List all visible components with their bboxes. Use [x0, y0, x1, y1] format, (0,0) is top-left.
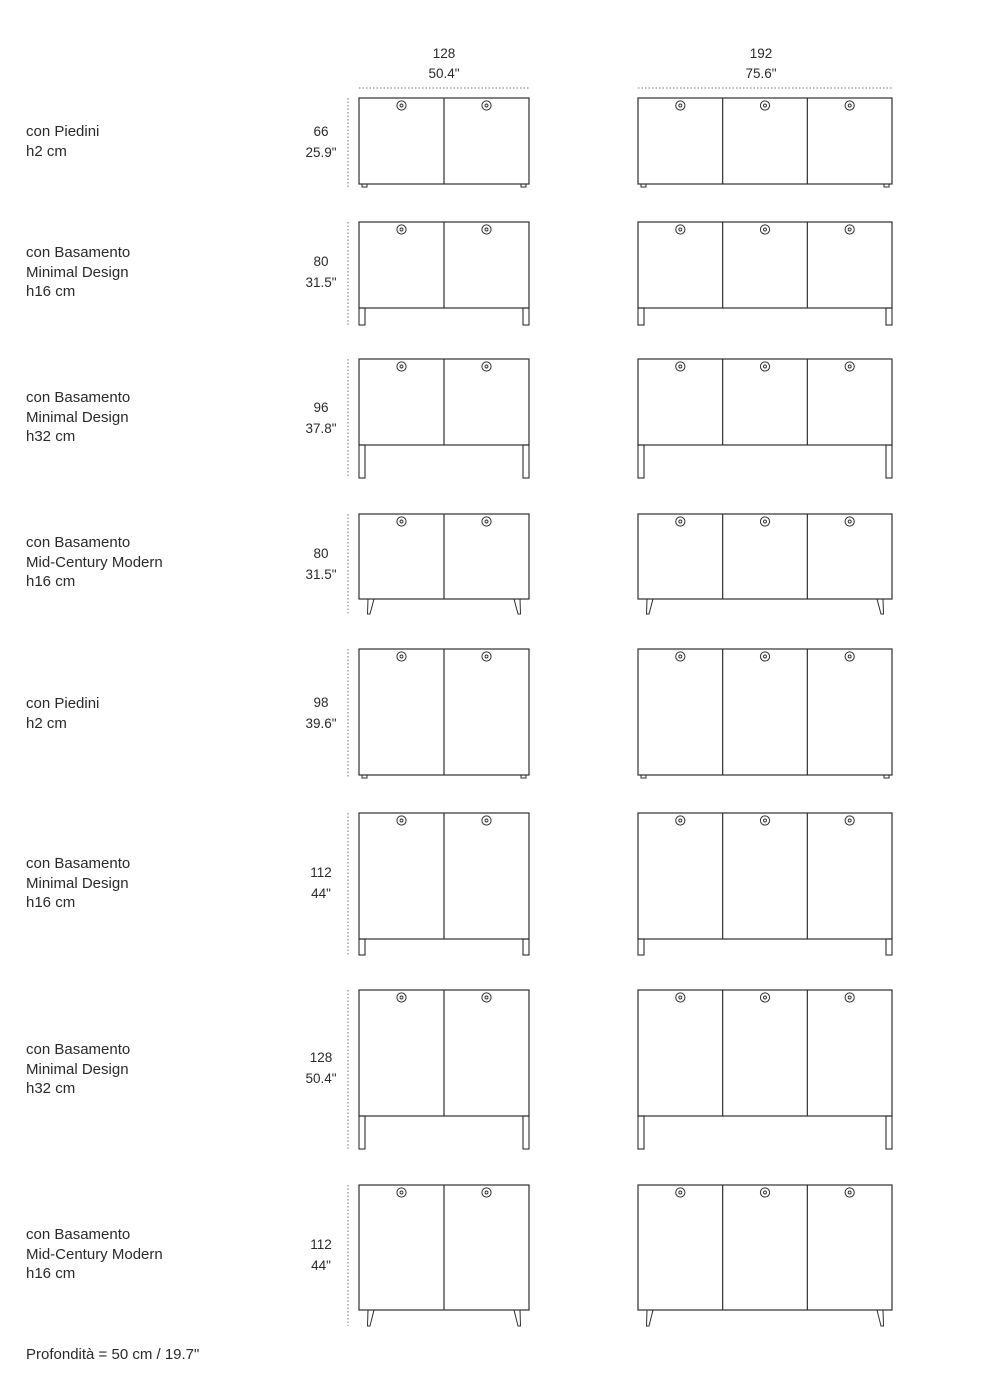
- knob-icon: [845, 652, 854, 661]
- cabinet-body: [638, 649, 892, 775]
- leg-right: [514, 599, 521, 614]
- knob-center: [679, 819, 682, 822]
- leg-left: [638, 308, 644, 325]
- foot-right: [521, 775, 526, 778]
- knob-center: [848, 996, 851, 999]
- knob-icon: [482, 101, 491, 110]
- row-label: con Piedini h2 cm: [26, 123, 100, 160]
- knob-icon: [676, 101, 685, 110]
- width-cm: 128: [432, 46, 456, 61]
- foot-left: [641, 184, 646, 187]
- knob-icon: [482, 517, 491, 526]
- cabinet-body: [638, 1185, 892, 1310]
- leg-left: [359, 1116, 365, 1149]
- knob-center: [848, 520, 851, 523]
- knob-icon: [676, 362, 685, 371]
- knob-icon: [397, 993, 406, 1002]
- leg-right: [514, 1310, 521, 1326]
- leg-right: [877, 599, 884, 614]
- knob-center: [679, 365, 682, 368]
- knob-icon: [397, 652, 406, 661]
- width-inch: 75.6": [745, 66, 777, 81]
- leg-left: [647, 1310, 654, 1326]
- knob-icon: [397, 517, 406, 526]
- knob-center: [485, 104, 488, 107]
- knob-center: [679, 996, 682, 999]
- knob-icon: [397, 225, 406, 234]
- knob-icon: [676, 993, 685, 1002]
- knob-center: [400, 520, 403, 523]
- knob-icon: [676, 517, 685, 526]
- depth-note: Profondità = 50 cm / 19.7": [26, 1346, 200, 1363]
- knob-center: [679, 228, 682, 231]
- leg-left: [359, 939, 365, 955]
- knob-icon: [845, 362, 854, 371]
- knob-icon: [845, 517, 854, 526]
- knob-icon: [676, 816, 685, 825]
- knob-icon: [397, 1188, 406, 1197]
- knob-center: [400, 819, 403, 822]
- leg-left: [638, 445, 644, 478]
- knob-icon: [845, 1188, 854, 1197]
- row-label: con Basamento Minimal Design h32 cm: [26, 1041, 131, 1097]
- knob-center: [485, 996, 488, 999]
- row-label: con Basamento Mid-Century Modern h16 cm: [26, 534, 163, 590]
- knob-center: [679, 104, 682, 107]
- foot-right: [521, 184, 526, 187]
- knob-icon: [760, 362, 769, 371]
- knob-icon: [482, 652, 491, 661]
- knob-icon: [760, 816, 769, 825]
- row-label: con Basamento Minimal Design h16 cm: [26, 244, 131, 300]
- leg-left: [647, 599, 654, 614]
- row-label: con Piedini h2 cm: [26, 695, 100, 732]
- knob-icon: [482, 816, 491, 825]
- knob-icon: [845, 816, 854, 825]
- height-dimension: 112 44": [310, 1237, 332, 1273]
- leg-left: [638, 1116, 644, 1149]
- foot-right: [884, 184, 889, 187]
- leg-right: [523, 308, 529, 325]
- knob-icon: [845, 225, 854, 234]
- knob-icon: [845, 993, 854, 1002]
- knob-icon: [482, 993, 491, 1002]
- knob-center: [764, 104, 767, 107]
- leg-right: [886, 1116, 892, 1149]
- knob-icon: [397, 101, 406, 110]
- knob-icon: [760, 652, 769, 661]
- height-dimension: 98 39.6": [305, 695, 337, 731]
- knob-icon: [845, 101, 854, 110]
- leg-right: [877, 1310, 884, 1326]
- foot-right: [884, 775, 889, 778]
- leg-right: [523, 445, 529, 478]
- knob-center: [848, 104, 851, 107]
- knob-center: [400, 228, 403, 231]
- height-dimension: 80 31.5": [305, 254, 337, 290]
- row-label: con Basamento Minimal Design h32 cm: [26, 389, 131, 445]
- knob-center: [400, 655, 403, 658]
- knob-center: [764, 520, 767, 523]
- leg-right: [523, 939, 529, 955]
- knob-center: [485, 655, 488, 658]
- knob-center: [848, 1191, 851, 1194]
- knob-icon: [676, 652, 685, 661]
- knob-icon: [760, 225, 769, 234]
- foot-left: [641, 775, 646, 778]
- knob-icon: [482, 362, 491, 371]
- width-inch: 50.4": [428, 66, 460, 81]
- leg-left: [638, 939, 644, 955]
- knob-icon: [397, 816, 406, 825]
- knob-center: [400, 996, 403, 999]
- cabinet-body: [638, 813, 892, 939]
- cabinet-body: [638, 222, 892, 308]
- cabinet-body: [638, 359, 892, 445]
- knob-center: [485, 819, 488, 822]
- knob-center: [764, 655, 767, 658]
- knob-center: [400, 365, 403, 368]
- leg-right: [886, 939, 892, 955]
- cabinet-body: [638, 514, 892, 599]
- knob-center: [400, 1191, 403, 1194]
- row-label: con Basamento Minimal Design h16 cm: [26, 855, 131, 911]
- knob-center: [848, 655, 851, 658]
- knob-icon: [676, 1188, 685, 1197]
- knob-center: [764, 365, 767, 368]
- knob-center: [485, 520, 488, 523]
- width-cm: 192: [749, 46, 773, 61]
- knob-center: [848, 819, 851, 822]
- leg-right: [886, 445, 892, 478]
- knob-icon: [482, 225, 491, 234]
- row-label: con Basamento Mid-Century Modern h16 cm: [26, 1226, 163, 1282]
- leg-right: [523, 1116, 529, 1149]
- knob-center: [848, 228, 851, 231]
- knob-center: [400, 104, 403, 107]
- height-dimension: 128 50.4": [305, 1050, 337, 1086]
- knob-center: [764, 996, 767, 999]
- knob-icon: [760, 517, 769, 526]
- leg-left: [359, 308, 365, 325]
- knob-icon: [676, 225, 685, 234]
- foot-left: [362, 184, 367, 187]
- leg-left: [368, 599, 375, 614]
- leg-left: [368, 1310, 375, 1326]
- knob-icon: [760, 1188, 769, 1197]
- knob-center: [485, 365, 488, 368]
- knob-center: [485, 228, 488, 231]
- knob-center: [764, 228, 767, 231]
- height-dimension: 96 37.8": [305, 400, 337, 436]
- cabinet-body: [638, 990, 892, 1116]
- height-dimension: 66 25.9": [305, 124, 337, 160]
- height-dimension: 80 31.5": [305, 546, 337, 582]
- height-dimension: 112 44": [310, 865, 332, 901]
- leg-right: [886, 308, 892, 325]
- knob-icon: [482, 1188, 491, 1197]
- leg-left: [359, 445, 365, 478]
- knob-center: [679, 520, 682, 523]
- knob-center: [764, 819, 767, 822]
- knob-center: [485, 1191, 488, 1194]
- cabinet-body: [638, 98, 892, 184]
- knob-center: [679, 1191, 682, 1194]
- knob-icon: [397, 362, 406, 371]
- knob-center: [764, 1191, 767, 1194]
- foot-left: [362, 775, 367, 778]
- knob-center: [679, 655, 682, 658]
- knob-icon: [760, 993, 769, 1002]
- knob-icon: [760, 101, 769, 110]
- knob-center: [848, 365, 851, 368]
